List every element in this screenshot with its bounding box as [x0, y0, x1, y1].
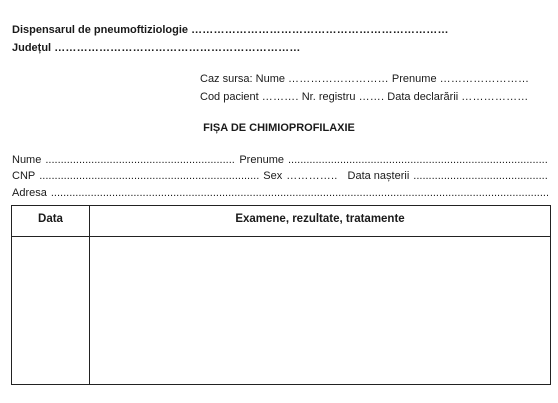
column-header-exams: Examene, rezultate, tratamente: [235, 213, 405, 225]
county-line: [12, 41, 301, 55]
source-case-first-name-label: Prenume: [391, 73, 437, 85]
source-case-name-field[interactable]: ………………………: [288, 73, 389, 85]
sex-label: Sex: [263, 170, 283, 182]
declaration-date-field[interactable]: ………………: [461, 91, 529, 103]
source-case-line: [200, 72, 529, 86]
cnp-label: CNP: [12, 170, 36, 182]
patient-code-label: Cod pacient: [200, 91, 259, 103]
declaration-date-label: Data declarării: [387, 91, 459, 103]
sex-field[interactable]: …………..: [286, 170, 338, 182]
patient-code-field[interactable]: ……….: [261, 91, 299, 103]
patient-first-name-label: Prenume: [239, 154, 284, 166]
patient-cnp-line: [12, 169, 552, 183]
column-divider: [89, 206, 90, 384]
address-label: Adresa: [12, 187, 47, 199]
patient-name-field[interactable]: [45, 153, 235, 167]
cnp-field[interactable]: [39, 169, 259, 183]
source-case-first-name-field[interactable]: ……………………: [439, 73, 530, 85]
patient-address-line: [12, 186, 552, 200]
institution-field[interactable]: ……………………………………………………………: [191, 24, 449, 36]
birth-date-field[interactable]: [413, 169, 548, 183]
address-field[interactable]: [51, 186, 548, 200]
patient-code-line: [200, 90, 528, 104]
birth-date-label: Data nașterii: [347, 170, 410, 182]
patient-name-label: Nume: [12, 154, 42, 166]
patient-first-name-field[interactable]: [288, 153, 548, 167]
registry-no-field[interactable]: …….: [358, 91, 385, 103]
page-title: FIȘA DE CHIMIOPROFILAXIE: [203, 122, 355, 134]
registry-no-label: Nr. registru: [301, 91, 356, 103]
institution-label: Dispensarul de pneumoftiziologie: [12, 24, 189, 36]
county-field[interactable]: …………………………………………………………: [54, 42, 301, 54]
treatment-table: [11, 205, 551, 385]
patient-name-line: [12, 153, 552, 167]
institution-line: [12, 23, 449, 37]
source-case-label: Caz sursa: Nume: [200, 73, 285, 85]
column-header-date: Data: [38, 213, 63, 225]
county-label: Județul: [12, 42, 52, 54]
